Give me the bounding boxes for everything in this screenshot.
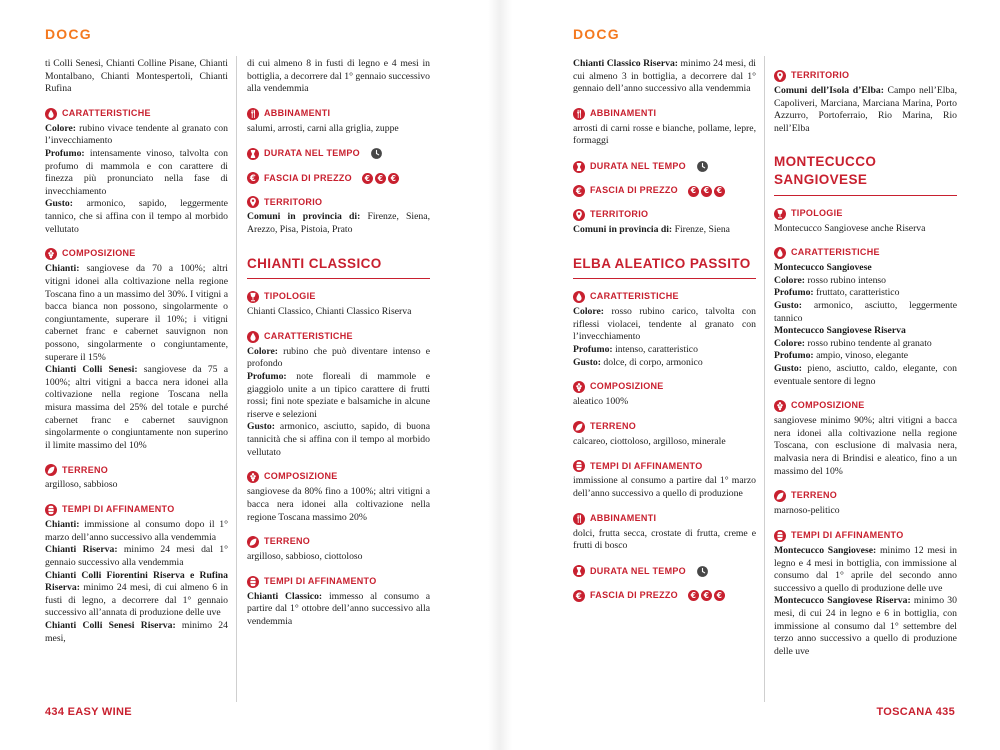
paragraph xyxy=(774,595,957,658)
wine-name: ELBA ALEATICO PASSITO xyxy=(573,255,751,271)
column-divider xyxy=(236,56,237,702)
section-header xyxy=(45,504,228,516)
svg-text:€: € xyxy=(575,591,583,602)
paragraph xyxy=(45,519,228,544)
term-label: Chianti Riserva: xyxy=(45,544,118,556)
euro-badge-icon: € xyxy=(688,186,699,197)
section-header xyxy=(573,185,756,197)
section-header xyxy=(774,490,957,502)
text-run: rubino vivace tendente al granato con l’invecchiamento xyxy=(45,122,228,147)
section-header xyxy=(247,196,430,208)
text-run: rosso rubino carico, talvolta con riflessi violacei, tendente al granato con l’invecchiamento xyxy=(573,306,756,343)
section-header xyxy=(247,291,430,303)
paragraph xyxy=(247,346,430,371)
text-run: marnoso-pelitico xyxy=(774,505,840,517)
section-label: CARATTERISTICHE xyxy=(791,247,880,258)
term-label: Gusto: xyxy=(774,299,802,311)
footer-right xyxy=(876,706,955,718)
map-pin-icon xyxy=(247,196,259,208)
euro-badge-icon: € xyxy=(688,590,699,601)
section-label: TERRENO xyxy=(62,464,109,475)
paragraph xyxy=(45,570,228,620)
column-3 xyxy=(573,58,756,605)
section-header xyxy=(774,400,957,412)
term-label: Gusto: xyxy=(573,356,601,368)
text-run: di cui almeno 8 in fusti di legno e 4 mesi in bottiglia, a decorrere dal 1° gennaio successivo alla vendemmia xyxy=(247,58,430,95)
paragraph xyxy=(573,123,756,148)
title-rule xyxy=(573,278,756,279)
term-label: Montecucco Sangiovese: xyxy=(774,544,877,556)
info-section xyxy=(573,460,756,500)
clock-icon xyxy=(370,147,383,160)
paragraph xyxy=(45,263,228,364)
info-section xyxy=(573,108,756,148)
text-run: intenso, caratteristico xyxy=(612,344,698,356)
cutlery-icon xyxy=(573,108,585,120)
text-run: armonico, asciutto, leggermente tannico xyxy=(774,299,957,324)
section-label: DURATA NEL TEMPO xyxy=(590,565,686,576)
droplet-icon xyxy=(774,247,786,259)
text-run: rubino che può diventare intenso e profondo xyxy=(247,345,430,370)
euro-badge-icon: € xyxy=(714,590,725,601)
info-section xyxy=(45,108,228,236)
map-pin-icon xyxy=(774,70,786,82)
info-section xyxy=(247,108,430,136)
text-run: pieno, asciutto, caldo, elegante, con eventuale sentore di legno xyxy=(774,363,957,387)
section-header xyxy=(247,108,430,120)
footer-left xyxy=(45,706,132,718)
paragraph xyxy=(573,396,756,409)
paragraph xyxy=(573,436,756,449)
droplet-icon xyxy=(247,331,259,343)
paragraph xyxy=(774,350,957,363)
section-header xyxy=(247,172,430,184)
info-section xyxy=(573,565,756,578)
section-header xyxy=(573,590,756,602)
barrel-icon xyxy=(247,576,259,588)
info-section xyxy=(247,196,430,236)
clock-rating xyxy=(370,147,383,160)
text-run: armonico, sapido, leggermente tannico, che si affina con il tempo al morbido vellutato xyxy=(45,198,228,235)
euro-badge-icon: € xyxy=(714,186,725,197)
section-label: ABBINAMENTI xyxy=(590,107,657,118)
wine-title-block xyxy=(247,255,430,280)
text-run: minimo 24 mesi, xyxy=(45,619,228,644)
docg-heading-right: DOCG xyxy=(573,26,620,42)
info-section xyxy=(247,147,430,160)
euro-rating xyxy=(362,173,399,184)
term-label: Colore: xyxy=(573,306,605,318)
term-label: Profumo: xyxy=(774,287,814,299)
droplet-icon xyxy=(45,108,57,120)
paragraph xyxy=(774,363,957,388)
section-label: TEMPI DI AFFINAMENTO xyxy=(590,460,703,471)
section-header xyxy=(247,147,430,160)
grapes-icon xyxy=(45,248,57,260)
text-run: dolci, frutta secca, crostate di frutta, creme e frutti di bosco xyxy=(573,527,756,552)
info-section xyxy=(573,209,756,237)
section-label: TEMPI DI AFFINAMENTO xyxy=(264,575,377,586)
text-run: Chianti Classico, Chianti Classico Riserva xyxy=(247,306,412,318)
paragraph xyxy=(45,620,228,645)
section-header xyxy=(573,291,756,303)
paragraph xyxy=(247,58,430,96)
term-label: Gusto: xyxy=(774,363,802,375)
term-label: Gusto: xyxy=(247,421,275,433)
euro-icon xyxy=(247,172,259,184)
section-label: TERRITORIO xyxy=(791,70,850,81)
section-label: TEMPI DI AFFINAMENTO xyxy=(791,530,904,541)
info-section xyxy=(573,160,756,173)
text-run: intensamente vinoso, talvolta con profumo di mammola e con carattere di finezza più pronunciato nella fase di invecchiamento xyxy=(45,148,228,197)
term-label: Colore: xyxy=(45,122,77,134)
paragraph xyxy=(45,58,228,96)
text-run: dolce, di corpo, armonico xyxy=(601,356,703,368)
info-section xyxy=(247,331,430,459)
term-label: Chianti Classico: xyxy=(247,590,323,602)
euro-rating xyxy=(688,186,725,197)
wine-name: MONTECUCCO SANGIOVESE xyxy=(774,154,877,187)
section-header xyxy=(774,208,957,220)
paragraph xyxy=(247,306,430,319)
section-label: CARATTERISTICHE xyxy=(62,107,151,118)
section-header xyxy=(774,70,957,82)
text-run: rosso rubino intenso xyxy=(805,274,887,286)
section-label: TERRITORIO xyxy=(590,209,649,220)
paragraph xyxy=(247,123,430,136)
term-label: Comuni in provincia di: xyxy=(573,224,673,236)
text-run: salumi, arrosti, carni alla griglia, zuppe xyxy=(247,122,399,134)
text-run: minimo 24 mesi dal 1° gennaio successivo alla vendemmia xyxy=(45,544,228,568)
text-run: fruttato, caratteristico xyxy=(813,287,900,299)
clock-icon xyxy=(696,565,709,578)
section-label: FASCIA DI PREZZO xyxy=(590,185,678,196)
section-label: CARATTERISTICHE xyxy=(264,330,353,341)
paragraph xyxy=(247,591,430,629)
info-section xyxy=(247,172,430,184)
wine-title-block xyxy=(573,255,756,280)
term-label: Profumo: xyxy=(247,371,287,383)
section-label: DURATA NEL TEMPO xyxy=(590,160,686,171)
paragraph xyxy=(573,224,756,237)
section-header xyxy=(573,565,756,578)
info-section xyxy=(573,421,756,449)
section-label: TIPOLOGIE xyxy=(264,291,316,302)
paragraph xyxy=(774,545,957,595)
paragraph xyxy=(573,528,756,553)
paragraph xyxy=(45,479,228,492)
info-section xyxy=(247,576,430,629)
hourglass-icon xyxy=(247,148,259,160)
paragraph xyxy=(774,85,957,135)
column-2 xyxy=(247,58,430,629)
section-label: COMPOSIZIONE xyxy=(264,471,338,482)
paragraph xyxy=(774,325,957,338)
term-label: Chianti: xyxy=(45,263,80,275)
paragraph xyxy=(774,300,957,325)
section-label: TERRENO xyxy=(264,536,311,547)
paragraph xyxy=(573,475,756,500)
text-run: arrosti di carni rosse e bianche, pollame, lepre, formaggi xyxy=(573,122,756,147)
text-run: immissione al consumo dopo il 1° marzo dell’anno successivo alla vendemmia xyxy=(45,519,228,543)
section-header xyxy=(573,160,756,173)
euro-badge-icon: € xyxy=(701,590,712,601)
paragraph xyxy=(45,198,228,236)
barrel-icon xyxy=(45,504,57,516)
paragraph xyxy=(45,544,228,569)
term-label: Chianti Colli Senesi: xyxy=(45,364,138,376)
leaf-icon xyxy=(774,490,786,502)
info-section xyxy=(573,381,756,409)
text-run: minimo 30 mesi, di cui 24 in legno e 6 in bottiglia, con immissione al consumo dal 1° settembre del terzo anno successivo a quello di produzione delle uve xyxy=(774,595,957,657)
text-run: minimo 24 mesi, di cui almeno 3 in bottiglia, a decorrere dal 1° gennaio dell’anno successivo alla vendemmia xyxy=(573,58,756,95)
info-section xyxy=(573,185,756,197)
wine-name: CHIANTI CLASSICO xyxy=(247,255,382,271)
text-run: aleatico 100% xyxy=(573,396,629,408)
text-run: Firenze, Siena, Arezzo, Pisa, Pistoia, Prato xyxy=(247,211,430,236)
section-header xyxy=(45,248,228,260)
info-section xyxy=(45,248,228,452)
section-label: COMPOSIZIONE xyxy=(62,248,136,259)
grapes-icon xyxy=(573,381,585,393)
title-rule xyxy=(247,278,430,279)
text-run: rosso rubino tendente al granato xyxy=(805,337,932,349)
grapes-icon xyxy=(247,471,259,483)
cutlery-icon xyxy=(247,108,259,120)
info-section xyxy=(774,208,957,236)
term-label: Montecucco Sangiovese Riserva: xyxy=(774,595,911,607)
section-label: CARATTERISTICHE xyxy=(590,291,679,302)
page-number: 435 xyxy=(935,706,955,718)
section-label: DURATA NEL TEMPO xyxy=(264,148,360,159)
term-label: Profumo: xyxy=(573,344,613,356)
section-header xyxy=(573,421,756,433)
book-title: EASY WINE xyxy=(67,706,132,718)
info-section xyxy=(247,536,430,564)
term-label: Gusto: xyxy=(45,198,73,210)
droplet-icon xyxy=(573,291,585,303)
text-run: ampio, vinoso, elegante xyxy=(813,350,909,362)
cutlery-icon xyxy=(573,513,585,525)
paragraph xyxy=(247,371,430,421)
paragraph xyxy=(573,357,756,370)
barrel-icon xyxy=(774,530,786,542)
section-header xyxy=(573,513,756,525)
paragraph xyxy=(573,344,756,357)
text-run: minimo 12 mesi in legno e 4 mesi in bottiglia, con immissione al consumo dal 1° aprile del secondo anno successivo a quello di produzione delle uve xyxy=(774,544,957,594)
paragraph xyxy=(247,211,430,236)
paragraph xyxy=(774,415,957,478)
paragraph xyxy=(247,551,430,564)
section-label: COMPOSIZIONE xyxy=(791,400,865,411)
paragraph xyxy=(45,123,228,148)
euro-badge-icon: € xyxy=(701,186,712,197)
text-run: sangiovese da 75 a 100%; altri vitigni a bacca nera idonei alla coltivazione nella regione Toscana nella misura massima del 25% del totale e purché cabernet franc e cabernet sauvignon singolarmente o congiuntamente non superino il limite massimo del 10% xyxy=(45,364,229,451)
text-run: minimo 24 mesi, di cui almeno 6 in fusti di legno, a decorrere dal 1° gennaio successivo all’annata di produzione delle uve xyxy=(45,582,228,619)
section-label: ABBINAMENTI xyxy=(590,512,657,523)
paragraph xyxy=(774,338,957,351)
text-run: Campo nell’Elba, Capoliveri, Marciana, Marciana Marina, Porto Azzurro, Portoferraio, Rio Marina, Rio nell’Elba xyxy=(774,85,957,134)
title-rule xyxy=(774,195,957,196)
text-run: ti Colli Senesi, Chianti Colline Pisane, Chianti Montalbano, Chianti Montespertoli, Chianti Rufina xyxy=(45,58,228,95)
wine-glass-icon xyxy=(774,208,786,220)
section-header xyxy=(774,247,957,259)
section-header xyxy=(45,108,228,120)
term-label: Profumo: xyxy=(774,350,814,362)
info-section xyxy=(774,70,957,135)
barrel-icon xyxy=(573,460,585,472)
clock-rating xyxy=(696,565,709,578)
section-label: TIPOLOGIE xyxy=(791,207,843,218)
svg-text:€: € xyxy=(575,186,583,197)
paragraph xyxy=(45,364,228,452)
paragraph xyxy=(774,223,957,236)
map-pin-icon xyxy=(573,209,585,221)
docg-heading-left: DOCG xyxy=(45,26,92,42)
clock-icon xyxy=(696,160,709,173)
info-section xyxy=(247,291,430,319)
euro-icon xyxy=(573,590,585,602)
section-label: FASCIA DI PREZZO xyxy=(264,172,352,183)
leaf-icon xyxy=(45,464,57,476)
text-run: Montecucco Sangiovese anche Riserva xyxy=(774,222,926,234)
text-run: sangiovese minimo 90%; altri vitigni a bacca nera idonei alla coltivazione nella regione Toscana, con esclusione di malvasia nera, malvasia nera di Brindisi e aleatico, fino a un massimo del 10% xyxy=(774,415,957,477)
region-label: TOSCANA xyxy=(876,706,933,718)
column-1 xyxy=(45,58,228,645)
section-header xyxy=(573,108,756,120)
info-section xyxy=(774,400,957,478)
euro-badge-icon: € xyxy=(362,173,373,184)
column-divider xyxy=(764,56,765,702)
info-section xyxy=(774,530,957,658)
leaf-icon xyxy=(247,536,259,548)
term-label: Chianti Classico Riserva: xyxy=(573,58,679,69)
hourglass-icon xyxy=(573,565,585,577)
page-gutter xyxy=(488,0,512,750)
term-label: Comuni in provincia di: xyxy=(247,211,361,223)
euro-rating xyxy=(688,590,725,601)
page-number: 434 xyxy=(45,706,65,718)
info-section xyxy=(573,590,756,602)
paragraph xyxy=(774,275,957,288)
section-label: ABBINAMENTI xyxy=(264,107,331,118)
term-label: Montecucco Sangiovese Riserva xyxy=(774,325,906,337)
info-section xyxy=(45,504,228,645)
info-section xyxy=(45,464,228,492)
info-section xyxy=(774,490,957,518)
section-label: COMPOSIZIONE xyxy=(590,381,664,392)
leaf-icon xyxy=(573,421,585,433)
text-run: sangiovese da 70 a 100%; altri vitigni idonei alla coltivazione nella regione Toscana fino a un massimo del 30%. I vitigni a bacca bianca non possono, singolarmente o congiuntamente, superare il 10%; i vitigni cabernet franc e cabernet sauvignon non possono, singolarmente o congiuntamente, superare il 15% xyxy=(45,263,228,363)
section-header xyxy=(45,464,228,476)
info-section xyxy=(774,247,957,388)
paragraph xyxy=(774,287,957,300)
term-label: Montecucco Sangiovese xyxy=(774,262,872,274)
section-header xyxy=(573,381,756,393)
clock-rating xyxy=(696,160,709,173)
text-run: calcareo, ciottoloso, argilloso, minerale xyxy=(573,435,726,447)
paragraph xyxy=(573,306,756,344)
column-4 xyxy=(774,58,957,658)
svg-text:€: € xyxy=(249,174,257,185)
paragraph xyxy=(45,148,228,198)
term-label: Chianti Colli Fiorentini Riserva e Rufina Riserva: xyxy=(45,569,228,594)
term-label: Profumo: xyxy=(45,148,85,160)
euro-badge-icon: € xyxy=(388,173,399,184)
section-header xyxy=(247,471,430,483)
section-label: TERRENO xyxy=(590,421,637,432)
term-label: Comuni dell’Isola d’Elba: xyxy=(774,85,884,96)
paragraph xyxy=(573,58,756,96)
text-run: armonico, asciutto, sapido, di buona tannicità che si affina con il tempo al morbido vellutato xyxy=(247,421,430,458)
section-header xyxy=(247,536,430,548)
section-header xyxy=(573,209,756,221)
text-run: sangiovese da 80% fino a 100%; altri vitigni a bacca nera idonei alla coltivazione nella regione Toscana massimo 20% xyxy=(247,486,430,523)
section-header xyxy=(573,460,756,472)
euro-badge-icon: € xyxy=(375,173,386,184)
text-run: note floreali di mammole e giaggiolo unite a un tipico carattere di frutti rossi; fini note speziate e balsamiche in alcune riserve e selezioni xyxy=(247,371,430,420)
section-header xyxy=(247,331,430,343)
paragraph xyxy=(247,486,430,524)
wine-glass-icon xyxy=(247,291,259,303)
section-label: FASCIA DI PREZZO xyxy=(590,590,678,601)
section-label: TERRITORIO xyxy=(264,196,323,207)
paragraph xyxy=(774,262,957,275)
euro-icon xyxy=(573,185,585,197)
text-run: argilloso, sabbioso xyxy=(45,479,118,491)
text-run: immesso al consumo a partire dal 1° ottobre dell’anno successivo alla vendemmia xyxy=(247,590,431,627)
term-label: Colore: xyxy=(247,345,279,357)
grapes-icon xyxy=(774,400,786,412)
info-section xyxy=(247,471,430,524)
paragraph xyxy=(774,505,957,518)
info-section xyxy=(573,513,756,553)
text-run: Firenze, Siena xyxy=(672,224,730,236)
text-run: immissione al consumo a partire dal 1° marzo dell’anno successivo a quello di produzione xyxy=(573,475,756,500)
paragraph xyxy=(247,421,430,459)
section-header xyxy=(774,530,957,542)
term-label: Colore: xyxy=(774,274,806,286)
section-header xyxy=(247,576,430,588)
info-section xyxy=(573,291,756,369)
section-label: TEMPI DI AFFINAMENTO xyxy=(62,504,175,515)
wine-title-block xyxy=(774,153,957,195)
hourglass-icon xyxy=(573,161,585,173)
text-run: argilloso, sabbioso, ciottoloso xyxy=(247,551,363,563)
section-label: TERRENO xyxy=(791,490,838,501)
term-label: Colore: xyxy=(774,337,806,349)
term-label: Chianti: xyxy=(45,519,80,531)
term-label: Chianti Colli Senesi Riserva: xyxy=(45,619,176,631)
